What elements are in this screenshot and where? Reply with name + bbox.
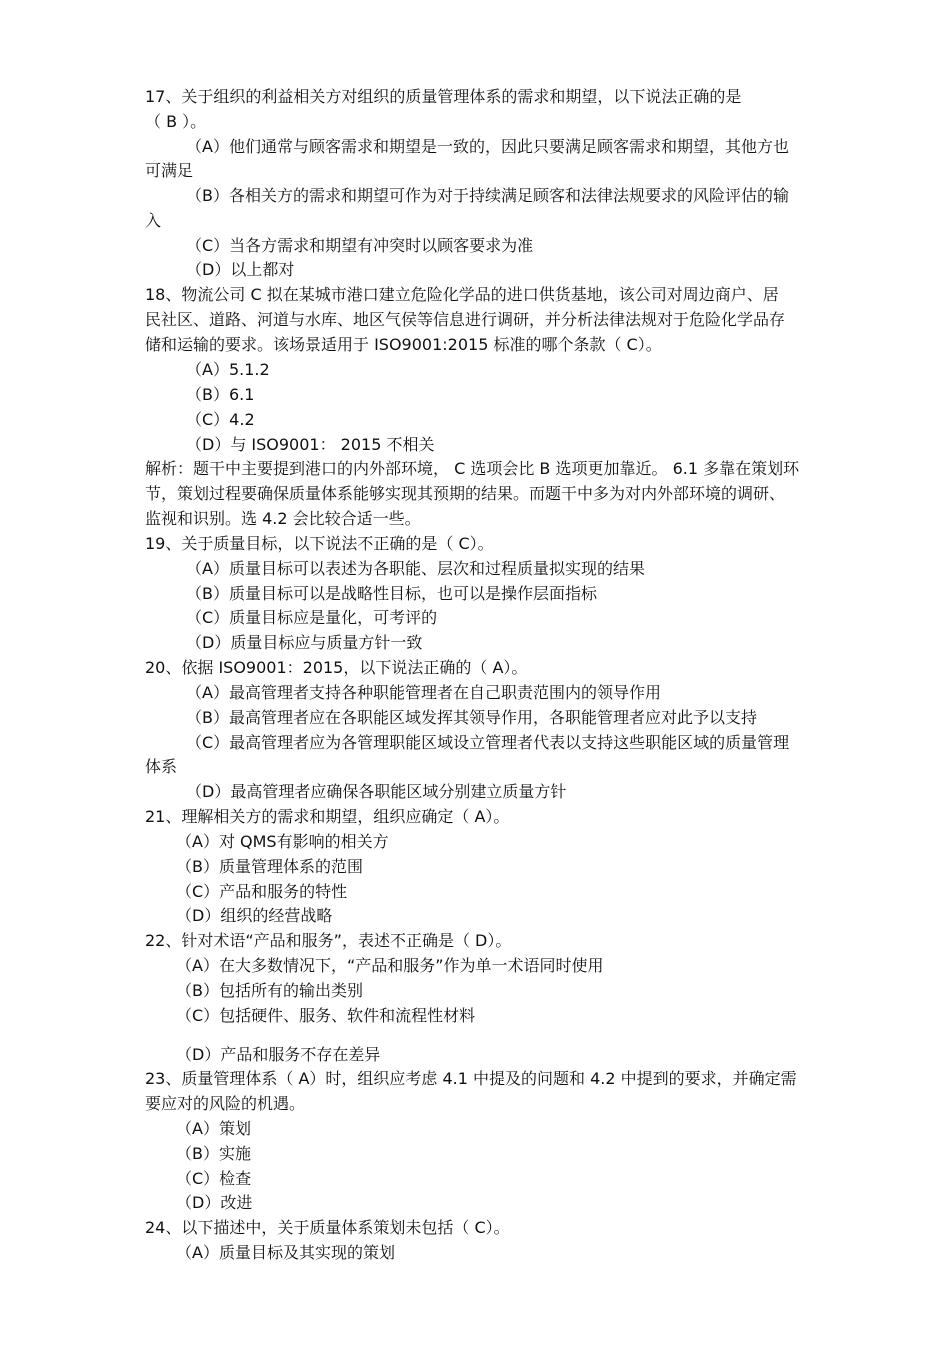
question-22-option-a: （A）在大多数情况下，“产品和服务”作为单一术语同时使用 [176, 956, 604, 975]
question-22-option-c: （C）包括硬件、服务、软件和流程性材料 [176, 1006, 476, 1025]
question-23-stem-cont: 要应对的风险的机遇。 [145, 1094, 306, 1113]
question-21-option-c: （C）产品和服务的特性 [176, 882, 348, 901]
question-17-stem: 17、关于组织的利益相关方对组织的质量管理体系的需求和期望，以下说法正确的是 [145, 87, 742, 106]
question-18-option-c: （C）4.2 [186, 410, 255, 429]
question-19-option-d: （D）质量目标应与质量方针一致 [186, 633, 423, 652]
question-22-option-d: （D）产品和服务不存在差异 [176, 1045, 381, 1064]
question-17-option-a: （A）他们通常与顾客需求和期望是一致的，因此只要满足顾客需求和期望，其他方也 [186, 137, 789, 156]
question-19-option-b: （B）质量目标可以是战略性目标，也可以是操作层面指标 [186, 584, 597, 603]
question-20-option-c-cont: 体系 [145, 757, 178, 776]
question-22-stem: 22、针对术语“产品和服务”，表述不正确是（ D）。 [145, 931, 512, 950]
question-18-option-b: （B）6.1 [186, 385, 255, 404]
question-17-option-c: （C）当各方需求和期望有冲突时以顾客要求为准 [186, 236, 534, 255]
question-18-stem-cont-2: 储和运输的要求。该场景适用于 ISO9001:2015 标准的哪个条款（ C）。 [145, 335, 662, 354]
question-17-option-b: （B）各相关方的需求和期望可作为对于持续满足顾客和法律法规要求的风险评估的输 [186, 186, 789, 205]
question-21-option-d: （D）组织的经营战略 [176, 906, 333, 925]
question-18-option-a: （A）5.1.2 [186, 360, 270, 379]
question-19-stem: 19、关于质量目标，以下说法不正确的是（ C）。 [145, 534, 494, 553]
question-20-option-c: （C）最高管理者应为各管理职能区域设立管理者代表以支持这些职能区域的质量管理 [186, 733, 790, 752]
question-22-option-b: （B）包括所有的输出类别 [176, 981, 363, 1000]
question-21-stem: 21、理解相关方的需求和期望，组织应确定（ A）。 [145, 807, 510, 826]
question-19-option-c: （C）质量目标应是量化，可考评的 [186, 608, 438, 627]
question-17-option-a-cont: 可满足 [145, 161, 194, 180]
question-18-analysis: 解析：题干中主要提到港口的内外部环境， C 选项会比 B 选项更加靠近。 6.1 多靠在策划环 [145, 459, 800, 478]
question-23-option-a: （A）策划 [176, 1119, 251, 1138]
question-23-option-b: （B）实施 [176, 1144, 251, 1163]
question-24-option-a: （A）质量目标及其实现的策划 [176, 1243, 395, 1262]
question-20-option-a: （A）最高管理者支持各种职能管理者在自己职责范围内的领导作用 [186, 683, 661, 702]
question-18-option-d: （D）与 ISO9001： 2015 不相关 [186, 435, 435, 454]
question-23-option-c: （C）检查 [176, 1169, 252, 1188]
question-21-option-a: （A）对 QMS有影响的相关方 [176, 832, 389, 851]
question-23-option-d: （D）改进 [176, 1193, 253, 1212]
question-21-option-b: （B）质量管理体系的范围 [176, 857, 363, 876]
question-17-option-d: （D）以上都对 [186, 260, 295, 279]
question-18-stem-cont-1: 民社区、道路、河道与水库、地区气侯等信息进行调研，并分析法律法规对于危险化学品存 [145, 310, 786, 329]
question-20-option-b: （B）最高管理者应在各职能区域发挥其领导作用，各职能管理者应对此予以支持 [186, 708, 757, 727]
question-19-option-a: （A）质量目标可以表述为各职能、层次和过程质量拟实现的结果 [186, 559, 645, 578]
question-23-stem: 23、质量管理体系（ A）时，组织应考虑 4.1 中提及的问题和 4.2 中提到的要求，并确定需 [145, 1069, 797, 1088]
question-20-option-d: （D）最高管理者应确保各职能区域分别建立质量方针 [186, 782, 567, 801]
question-17-answer: （ B ）。 [145, 112, 207, 131]
question-18-stem: 18、物流公司 C 拟在某城市港口建立危险化学品的进口供货基地，该公司对周边商户、居 [145, 285, 779, 304]
question-18-analysis-cont-2: 监视和识别。选 4.2 会比较合适一些。 [145, 509, 421, 528]
question-17-option-b-cont: 入 [145, 211, 162, 230]
question-20-stem: 20、依据 ISO9001：2015，以下说法正确的（ A）。 [145, 658, 528, 677]
question-18-analysis-cont-1: 节，策划过程要确保质量体系能够实现其预期的结果。而题干中多为对内外部环境的调研、 [145, 484, 786, 503]
question-24-stem: 24、以下描述中，关于质量体系策划未包括（ C）。 [145, 1218, 510, 1237]
